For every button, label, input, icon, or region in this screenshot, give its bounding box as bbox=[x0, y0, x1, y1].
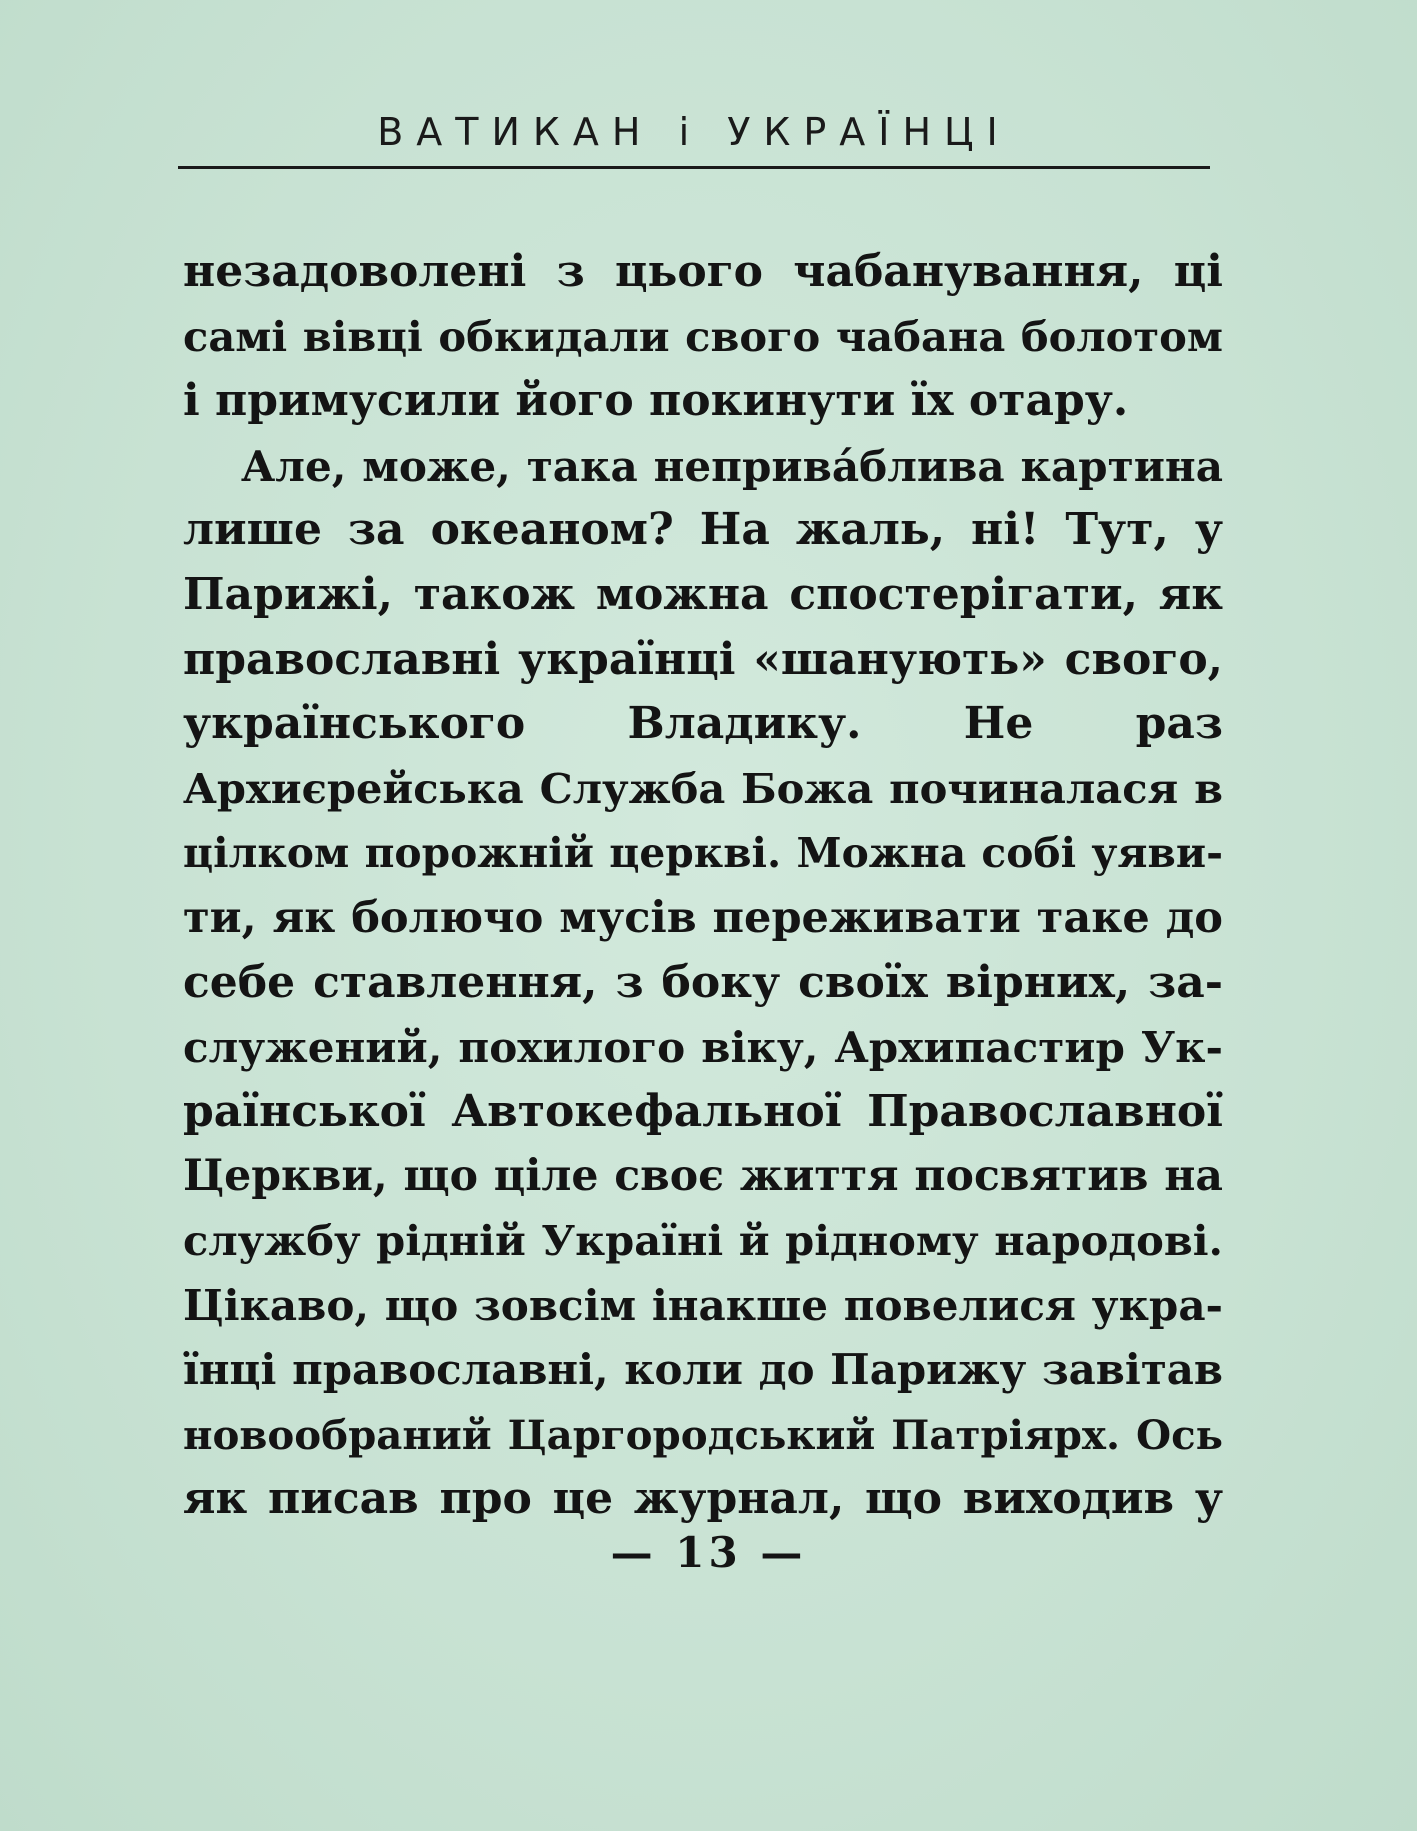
text-line: як писав про це журнал, що виходив у bbox=[183, 1473, 1223, 1525]
text-line: раїнської Автокефальної Православної bbox=[183, 1085, 1223, 1137]
text-line: новообраний Царгородський Патріярх. Ось bbox=[183, 1410, 1223, 1459]
text-line: незадоволені з цього чабанування, ці bbox=[183, 246, 1223, 297]
text-line: українського Владику. Не раз bbox=[183, 698, 1223, 750]
page-number: — 13 — bbox=[610, 1528, 807, 1577]
text-line: православні українці «шанують» свого, bbox=[183, 633, 1223, 685]
text-line: Церкви, що ціле своє життя посвятив на bbox=[183, 1151, 1223, 1202]
text-line: самі вівці обкидали свого чабана болотом bbox=[183, 311, 1223, 361]
text-line: Архиєрейська Служба Божа починалася в bbox=[183, 763, 1223, 813]
text-line: лише за океаном? На жаль, ні! Тут, у bbox=[183, 504, 1223, 556]
text-line: службу рідній Україні й рідному народові. bbox=[183, 1215, 1223, 1265]
text-line: їнці православні, коли до Парижу завітав bbox=[183, 1345, 1223, 1395]
text-line: і примусили його покинути їх отару. bbox=[183, 375, 1129, 427]
text-line: Парижі, також можна спостерігати, як bbox=[183, 568, 1223, 620]
text-line: ти, як болючо мусів переживати таке до bbox=[183, 892, 1223, 943]
text-line: Але, може, така непривáблива картина bbox=[241, 440, 1223, 491]
text-line: Цікаво, що зовсім інакше повелися укра- bbox=[183, 1280, 1223, 1330]
running-head: ВАТИКАН і УКРАЇНЦІ bbox=[377, 110, 1011, 154]
body-text bbox=[183, 240, 1223, 1532]
text-line: себе ставлення, з боку своїх вірних, за- bbox=[183, 956, 1223, 1008]
header-rule bbox=[178, 166, 1210, 169]
text-line: цілком порожній церкві. Можна собі уяви- bbox=[183, 829, 1223, 878]
text-line: служений, похилого віку, Архипастир Ук- bbox=[183, 1022, 1223, 1073]
